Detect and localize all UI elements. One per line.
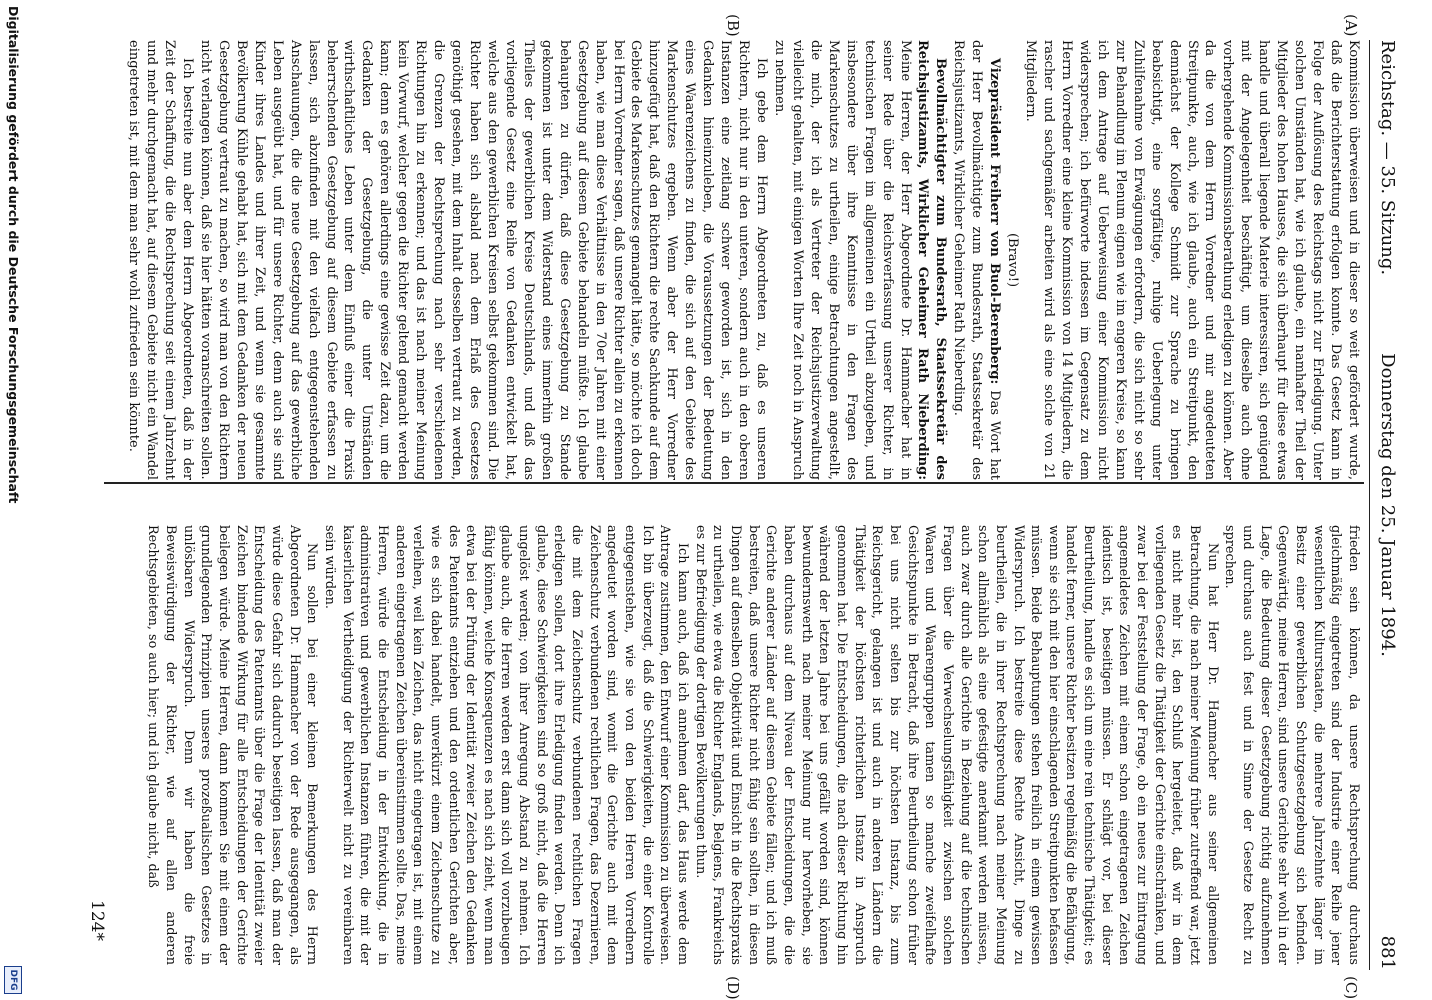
signature-mark: 124*	[87, 900, 107, 941]
paragraph: Kommission überweisen und in dieser so weit gefördert wurde, daß die Berichterstattung erfolgen konnte. Das Gesetz kann in Folge der Auflösung des Reichstags nicht zur Erledigung. Unter solchen Umständen hat, wie ich glaube, ein namhafter Theil der Mitglieder des hohen Hauses, die sich überhaupt für diese etwas handle und überall liegende Materie interessiren, sich genügend mit der Angelegenheit beschäftigt, um dieselbe auch ohne vorhergehende Kommissionsberathung erledigen zu können. Aber da die von dem Herrn Vorredner und mir angedeuteten Streitpunkte, auch, wie ich glaube, auch ein Streitpunkt, den demnächst der Kollege Schmidt zur Sprache zu bringen beabsichtigt, eine sorgfältige, ruhige Ueberlegung unter Zuhilfenahme von Erwägungen erfordern, die sich nicht so sehr zur Behandlung im Plenum eignen wie im engeren Kreise, so kann ich dem Antrage auf Ueberweisung einer Kommission nicht widersprechen; ich befürworte indessen im Gegensatz zu dem Herrn Vorredner eine kleine Kommission von 14 Mitgliedern, die rascher und sachgemäßer arbeiten wird als eine solche von 21 Mitgliedern.	[1023, 40, 1361, 480]
speaker-paragraph	[949, 40, 1003, 480]
left-column	[124, 40, 1362, 480]
paragraph-text: Das Wort hat der Herr Bevollmächtigte zum Bundesrath, Staatssekretär des Reichsjustizamts, Wirklicher Geheimer Rath Nieberding.	[951, 40, 1003, 481]
speaker-paragraph	[770, 40, 949, 480]
speaker-name: Vizepräsident Freiherr von Buol-Berenberg:	[987, 58, 1003, 385]
header-session: Reichstag. — 35. Sitzung.	[1377, 40, 1398, 276]
footer	[0, 0, 27, 1000]
paragraph: Ich kann auch, daß ich annehmen darf, das Haus werde dem Antrage zustimmen, den Entwurf einer Kommission zu überweisen. Ich bin überzeugt, daß die Schwierigkeiten, die einer Kontrolle entgegenstehen, wie sie von den beiden Herren Vorrednern angedeutet worden sind, womit die Gerichte auch mit dem Zeichenschutz verbundenen rechtlichen Fragen, das Dezernieren, die mit dem Zeichenschutz verbundenen rechtlichen Fragen erledigen sollen, dort ihre Erledigung finden werden. Denn ich glaube, diese Schwierigkeiten sind so groß nicht, daß die Herren ungelöst werden; von ihrer Anregung Abstand zu nehmen. Ich glaube auch, die Herren werden erst dann sich voll vorzubeugen fähig können, welche Konsequenzen es nach sich zieht, wenn man etwa bei der Prüfung der Identität zweier Zeichen den Gedanken des Patentamts entziehen und den ordentlichen Gerichten aber, wie es sich dabei handelt, unverkürzt einem Zeichenschutze zu verleihen, weil kein Zeichen, das nicht eingetragen ist, mit einem anderen eingetragenen Zeichen übereinstimmen sollte. Das, meine Herren, würde die Entscheidung in der Entwicklung, die in administrativen und gewerblichen Instanzen führen, die mit der kaiserlichen Vertheidigung der Richterwelt nicht zu vereinbaren sein würden.	[321, 525, 691, 965]
footer-credit: Digitalisierung gefördert durch die Deutsche Forschungsgemeinschaft	[6, 6, 21, 504]
paragraph-text: Meine Herren, der Herr Abgeordnete Dr. Hammacher hat in seiner Rede über die Reichsverfassung unserer Richter, in technischen Fragen im allgemeinen ein Urtheil abzugeben, und insbesondere über ihre Kenntnisse in den Fragen des Markenschutzes zu urtheilen, einige Betrachtungen angestellt, die mich, der ich als Vertreter der Reichsjustizverwaltung vielleicht gehalten, mit einigen Worten Ihre Zeit noch in Anspruch zu nehmen.	[772, 40, 913, 480]
interjection: (Bravo!)	[1005, 232, 1021, 288]
margin-marker-b: (B)	[724, 14, 742, 37]
margin-marker-c: (C)	[1342, 976, 1360, 1000]
paragraph: Ich bestreite nun aber dem Herrn Abgeordneten, daß in der Zeit der Schaffung, die die Rechtsprechung seit einem Jahrzehnt und mehr durchgemacht hat, auf diesem Gebiete nicht ein Wandel eingetreten ist, mit dem man sehr wohl zufrieden sein könnte.	[126, 40, 196, 480]
paragraph: Ich gebe dem Herrn Abgeordneten zu, daß es unseren Richtern, nicht nur in den unteren, sondern auch in den oberen Instanzen eine zeitlang schwer geworden ist, sich in den Gedanken hineinzuleben, die Voraussetzungen der Bedeutung eines Waarenzeichens zu finden, die sich auf den Gebiete des Markenschutzes ergeben. Wenn aber der Herr Vorredner hinzugefügt hat, daß den Richtern die rechte Sachkunde auf dem Gebiete des Markenschutzes gemangelt hätte, so möchte ich doch bei Herrn Vorredner sagen, daß unsere Richter allein zu erkennen haben, wie man diese Verhältnisse in den 70er Jahren mit einer Gesetzgebung auf diesem Gebiete behandeln müßte. Ich glaube behaupten zu dürfen, daß diese Gesetzgebung zu Stande gekommen ist unter dem Widerstand eines immerhin großen Theiles der gewerblichen Kreise Deutschlands, und daß das vorliegende Gesetz eine Reihe von Gedanken entwickelt hat, welche aus den gewerblichen Kreisen selbst gekommen sind. Die Richter haben sich alsbald nach dem Erlaß des Gesetzes genöthigt gesehen, mit dem Inhalt desselben vertraut zu werden, die Grenzen der Rechtsprechung nach sehr verschiedenen Richtungen hin zu erkennen; und das ist nach meiner Meinung kein Vorwurf, welcher gegen die Richter geltend gemacht werden kann; denn es gehören allerdings eine gewisse Zeit dazu, um die Gedanken der Gesetzgebung, die unter Umständen wirthschaftliches Leben unter dem Einfluß einer die Praxis beherrschenden Gesetzgebung auf diesem Gebiete erfassen zu lassen, sich abzufinden mit den vielfach entgegenstehenden Anschauungen, die die neue Gesetzgebung auf das gewerbliche Leben ausgeübt hat, und für unsere Richter, denn auch sie sind Kinder ihres Landes und ihrer Zeit, und wenn sie gesammte Bevölkerung Kühle gehabt hat, sich mit dem Gedanken der neuen Gesetzgebung vertraut zu machen, so wird man von den Richtern nicht verlangen können, daß sie hier hätten voranschreiten sollen.	[198, 40, 770, 480]
speaker-name: Bevollmächtigter zum Bundesrath, Staatssekretär des Reichsjustizamts, Wirklicher Geheimer Rath Nieberding:	[915, 40, 949, 480]
dfg-logo-icon: DFG	[4, 966, 22, 994]
paragraph: frieden sein können, da unsere Rechtsprechung durchaus gleichmäßig eingetreten sind der Industrie einer Reihe jener wesentlichen Kulturstaaten, die mehrere Jahrzehnte länger im Besitz einer gewerblichen Schutzgesetzgebung sich befinden. Gegenwärtig, meine Herren, sind unsere Gerichte sehr wohl in der Lage, die Bedeutung dieser Gesetzgebung richtig aufzunehmen und durchaus auch fest und in Sinne der Gesetze Recht zu sprechen.	[1222, 525, 1361, 965]
page-number: 881	[1377, 935, 1398, 970]
header-date: Donnerstag den 25. Januar 1894.	[1377, 353, 1398, 657]
margin-marker-d: (D)	[724, 976, 742, 1000]
paragraph: Nun sollen bei einer kleinen Bemerkungen des Herrn Abgeordneten Dr. Hammacher von der Rede ausgegangen, als würde diese Gefahr sich dadurch beseitigen lassen, daß man der Entscheidung des Patentamts über die Frage der Identität zweier Zeichen bindende Wirkung für alle Entscheidungen der Gerichte beilegen würde. Meine Herren, dann kommen Sie mit einem der grundlegenden Prinzipien unseres prozeßualischen Gesetzes in unlösbaren Widerspruch. Denn wir haben die freie Beweiswürdigung der Richter, wie auf allen anderen Rechtsgebieten, so auch hier; und ich glaube nicht, daß	[145, 525, 320, 965]
right-column	[144, 525, 1362, 965]
paragraph: Nun hat Herr Dr. Hammacher aus seiner allgemeinen Betrachtung, die nach meiner Meinung früher zutreffend war, jetzt es nicht mehr ist, den Schluß hergeleitet, daß wir in dem vorliegenden Gesetz die Thätigkeit der Gerichte einschränken, und zwar bei der Feststellung der Frage, ob ein neues zur Eintragung angemeldetes Zeichen mit einem schon eingetragenen Zeichen identisch ist, beseitigen müssen. Er schlägt vor, bei dieser Beurtheilung, handle es sich um eine rein technische Thätigkeit; es handelt ferner, unsere Richter besitzen regelmäßig die Befähigung, wenn sie sich mit den hier einschlagenden Streitpunkten befassen müssen. Beide Behauptungen stehen freilich in einem gewissen Widerspruch. Ich bestreite diese Rechte Ansicht, Dinge zu beurtheilen, die in ihrer Rechtsprechung nach meiner Meinung schon allmählich als eine gefestigte anerkannt werden müssen, auch zwar durch alle Gerichte in Beziehung auf die technischen Fragen über die Verwechselungsfähigkeit zwischen solchen Waaren und Waarengruppen tamen so manche zweifelhafte Gesichtspunkte in Betracht, daß ihre Beurtheilung schon früher bei uns nicht selten bis zur höchsten Instanz, bis zum Reichsgericht, gelangen ist und auch in anderen Ländern die Thätigkeit der höchsten richterlichen Instanz in Anspruch genommen hat. Die Entscheidungen, die nach dieser Richtung hin während der letzten Jahre bei uns gefällt worden sind, können bewundernswerth nach meiner Meinung nur hervorheben, sie haben durchaus auf dem Niveau der Entscheidungen, die die Gerichte anderer Länder auf diesem Gebiete fällen; und ich muß bestreiten, daß unsere Richter nicht fähig sein sollten, in diesen Dingen auf denselben Objektivität und Einsicht in die Rechtspraxis zu urtheilen, wie etwa die Richter Englands, Belgiens, Frankreichs es zur Befriedigung der dortigen Bevölkerungen thun.	[692, 525, 1220, 965]
column-divider	[104, 482, 1364, 484]
page-header	[1369, 40, 1402, 970]
margin-marker-a: (A)	[1342, 14, 1360, 37]
